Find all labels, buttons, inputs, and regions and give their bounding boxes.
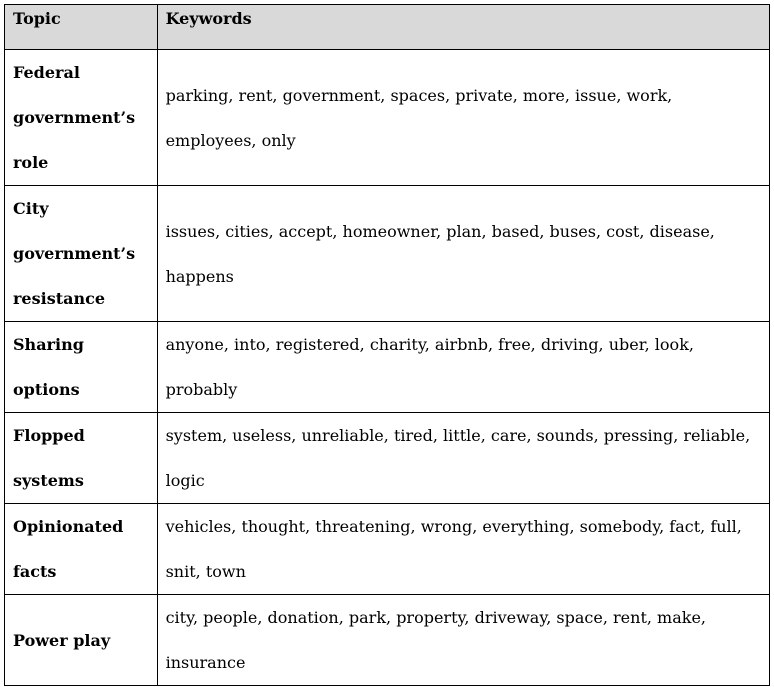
topic-cell: Opinionated facts	[5, 504, 158, 595]
table-row	[5, 186, 770, 322]
table-row	[5, 50, 770, 186]
keywords-cell: parking, rent, government, spaces, private, more, issue, work, employees, only	[157, 50, 769, 186]
header-topic: Topic	[5, 5, 158, 50]
table-row	[5, 595, 770, 686]
topic-keywords-table	[4, 4, 770, 686]
table-header-row	[5, 5, 770, 50]
keywords-cell: anyone, into, registered, charity, airbnb, free, driving, uber, look, probably	[157, 322, 769, 413]
topic-cell: City government’s resistance	[5, 186, 158, 322]
table-row	[5, 322, 770, 413]
keywords-cell: city, people, donation, park, property, driveway, space, rent, make, insurance	[157, 595, 769, 686]
keywords-cell: system, useless, unreliable, tired, little, care, sounds, pressing, reliable, logic	[157, 413, 769, 504]
keywords-cell: issues, cities, accept, homeowner, plan, based, buses, cost, disease, happens	[157, 186, 769, 322]
header-keywords: Keywords	[157, 5, 769, 50]
table-row	[5, 504, 770, 595]
topic-cell: Federal government’s role	[5, 50, 158, 186]
keywords-cell: vehicles, thought, threatening, wrong, everything, somebody, fact, full, snit, town	[157, 504, 769, 595]
topic-cell: Sharing options	[5, 322, 158, 413]
table-row	[5, 413, 770, 504]
topic-cell: Flopped systems	[5, 413, 158, 504]
topic-cell: Power play	[5, 595, 158, 686]
